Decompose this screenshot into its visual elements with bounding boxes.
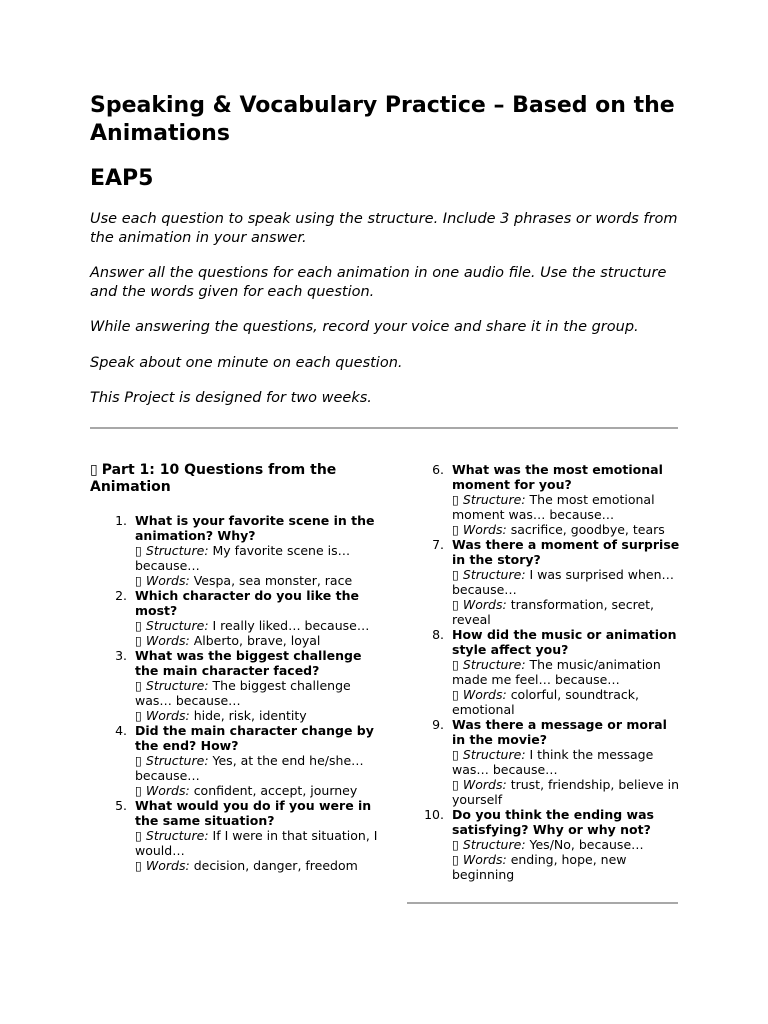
structure-label: Structure: xyxy=(145,618,209,633)
structure-label: Structure: xyxy=(462,747,526,762)
placeholder-glyph-icon: ▯ xyxy=(452,852,459,867)
words-text: Alberto, brave, loyal xyxy=(193,633,321,648)
question-item xyxy=(407,537,682,627)
placeholder-glyph-icon: ▯ xyxy=(452,777,459,792)
structure-line xyxy=(135,678,380,708)
question-number: 6. xyxy=(432,462,444,477)
structure-line xyxy=(452,747,682,777)
words-text: sacrifice, goodbye, tears xyxy=(510,522,665,537)
placeholder-glyph-icon: ▯ xyxy=(135,783,142,798)
structure-line xyxy=(452,837,682,852)
question-text: What is your favorite scene in the animation? Why? xyxy=(135,513,375,543)
words-line xyxy=(452,777,682,807)
words-line xyxy=(135,783,380,798)
question-number: 2. xyxy=(115,588,127,603)
words-text: transformation, secret, reveal xyxy=(452,597,655,627)
question-list xyxy=(90,513,380,873)
placeholder-glyph-icon: ▯ xyxy=(135,573,142,588)
structure-label: Structure: xyxy=(462,837,526,852)
placeholder-glyph-icon: ▯ xyxy=(135,858,142,873)
structure-line xyxy=(135,753,380,783)
placeholder-glyph-icon: ▯ xyxy=(452,687,459,702)
words-text: decision, danger, freedom xyxy=(193,858,358,873)
words-line xyxy=(452,852,682,882)
question-list xyxy=(407,462,682,882)
question-item xyxy=(90,798,380,873)
words-line xyxy=(452,687,682,717)
words-label: Words: xyxy=(145,633,190,648)
words-line xyxy=(452,522,682,537)
question-text: Do you think the ending was satisfying? Why or why not? xyxy=(452,807,654,837)
words-text: confident, accept, journey xyxy=(193,783,358,798)
question-number: 10. xyxy=(424,807,444,822)
structure-text: The most emotional moment was… because… xyxy=(452,492,655,522)
question-number: 8. xyxy=(432,627,444,642)
structure-label: Structure: xyxy=(145,543,209,558)
question-item xyxy=(90,513,380,588)
question-item xyxy=(407,807,682,882)
question-item xyxy=(90,588,380,648)
structure-text: My favorite scene is… because… xyxy=(135,543,351,573)
placeholder-glyph-icon: ▯ xyxy=(135,753,142,768)
placeholder-glyph-icon: ▯ xyxy=(90,462,98,478)
structure-line xyxy=(135,543,380,573)
question-text: What was the biggest challenge the main character faced? xyxy=(135,648,362,678)
part-heading-text: Part 1: 10 Questions from the Animation xyxy=(90,462,337,495)
placeholder-glyph-icon: ▯ xyxy=(135,618,142,633)
placeholder-glyph-icon: ▯ xyxy=(135,708,142,723)
structure-text: The music/animation made me feel… because… xyxy=(452,657,661,687)
structure-line xyxy=(452,492,682,522)
placeholder-glyph-icon: ▯ xyxy=(452,522,459,537)
words-text: colorful, soundtrack, emotional xyxy=(452,687,639,717)
words-text: hide, risk, identity xyxy=(193,708,307,723)
structure-line xyxy=(452,567,682,597)
question-number: 5. xyxy=(115,798,127,813)
document-subtitle: EAP5 xyxy=(90,166,154,191)
placeholder-glyph-icon: ▯ xyxy=(452,657,459,672)
structure-label: Structure: xyxy=(462,567,526,582)
section-divider xyxy=(90,427,678,429)
structure-label: Structure: xyxy=(145,828,209,843)
question-item xyxy=(90,648,380,723)
words-line xyxy=(135,573,380,588)
question-text: Was there a moment of surprise in the story? xyxy=(452,537,680,567)
structure-label: Structure: xyxy=(462,492,526,507)
words-text: Vespa, sea monster, race xyxy=(193,573,353,588)
words-label: Words: xyxy=(145,573,190,588)
structure-label: Structure: xyxy=(145,753,209,768)
structure-line xyxy=(135,828,380,858)
words-line xyxy=(135,858,380,873)
question-text: How did the music or animation style affect you? xyxy=(452,627,677,657)
question-text: What was the most emotional moment for you? xyxy=(452,462,663,492)
instruction-paragraph: Use each question to speak using the structure. Include 3 phrases or words from the animation in your answer. xyxy=(90,211,678,246)
question-item xyxy=(407,462,682,537)
placeholder-glyph-icon: ▯ xyxy=(135,543,142,558)
words-line xyxy=(135,708,380,723)
instruction-paragraph: Answer all the questions for each animation in one audio file. Use the structure and the words given for each question. xyxy=(90,265,667,300)
question-number: 3. xyxy=(115,648,127,663)
words-label: Words: xyxy=(462,522,507,537)
instruction-paragraph: While answering the questions, record your voice and share it in the group. xyxy=(90,319,639,335)
words-label: Words: xyxy=(462,852,507,867)
question-item xyxy=(407,627,682,717)
part-heading xyxy=(90,462,380,496)
questions-column-left xyxy=(90,462,380,873)
instructions xyxy=(90,210,685,425)
structure-text: Yes, at the end he/she… because… xyxy=(135,753,364,783)
question-text: Did the main character change by the end? How? xyxy=(135,723,374,753)
structure-text: The biggest challenge was… because… xyxy=(135,678,351,708)
question-item xyxy=(90,723,380,798)
structure-text: I really liked… because… xyxy=(212,618,370,633)
structure-text: I was surprised when… because… xyxy=(452,567,675,597)
words-text: trust, friendship, believe in yourself xyxy=(452,777,680,807)
placeholder-glyph-icon: ▯ xyxy=(135,633,142,648)
words-label: Words: xyxy=(145,708,190,723)
words-label: Words: xyxy=(462,777,507,792)
question-text: What would you do if you were in the same situation? xyxy=(135,798,372,828)
structure-line xyxy=(452,657,682,687)
question-number: 1. xyxy=(115,513,127,528)
structure-label: Structure: xyxy=(462,657,526,672)
document-title: Speaking & Vocabulary Practice – Based on the Animations xyxy=(90,93,675,146)
placeholder-glyph-icon: ▯ xyxy=(452,567,459,582)
words-label: Words: xyxy=(145,783,190,798)
instruction-paragraph: Speak about one minute on each question. xyxy=(90,354,403,371)
question-item xyxy=(407,717,682,807)
placeholder-glyph-icon: ▯ xyxy=(135,828,142,843)
placeholder-glyph-icon: ▯ xyxy=(135,678,142,693)
structure-line xyxy=(135,618,380,633)
structure-label: Structure: xyxy=(145,678,209,693)
question-text: Was there a message or moral in the movie? xyxy=(452,717,667,747)
instruction-paragraph: This Project is designed for two weeks. xyxy=(90,390,372,406)
question-text: Which character do you like the most? xyxy=(135,588,359,618)
words-label: Words: xyxy=(145,858,190,873)
structure-text: Yes/No, because… xyxy=(529,837,644,852)
placeholder-glyph-icon: ▯ xyxy=(452,837,459,852)
words-label: Words: xyxy=(462,597,507,612)
placeholder-glyph-icon: ▯ xyxy=(452,492,459,507)
question-number: 7. xyxy=(432,537,444,552)
placeholder-glyph-icon: ▯ xyxy=(452,747,459,762)
words-label: Words: xyxy=(462,687,507,702)
structure-text: If I were in that situation, I would… xyxy=(135,828,378,858)
question-number: 9. xyxy=(432,717,444,732)
words-line xyxy=(135,633,380,648)
section-divider xyxy=(407,902,678,904)
question-number: 4. xyxy=(115,723,127,738)
words-line xyxy=(452,597,682,627)
questions-column-right xyxy=(407,462,682,882)
placeholder-glyph-icon: ▯ xyxy=(452,597,459,612)
structure-text: I think the message was… because… xyxy=(452,747,654,777)
words-text: ending, hope, new beginning xyxy=(452,852,627,882)
